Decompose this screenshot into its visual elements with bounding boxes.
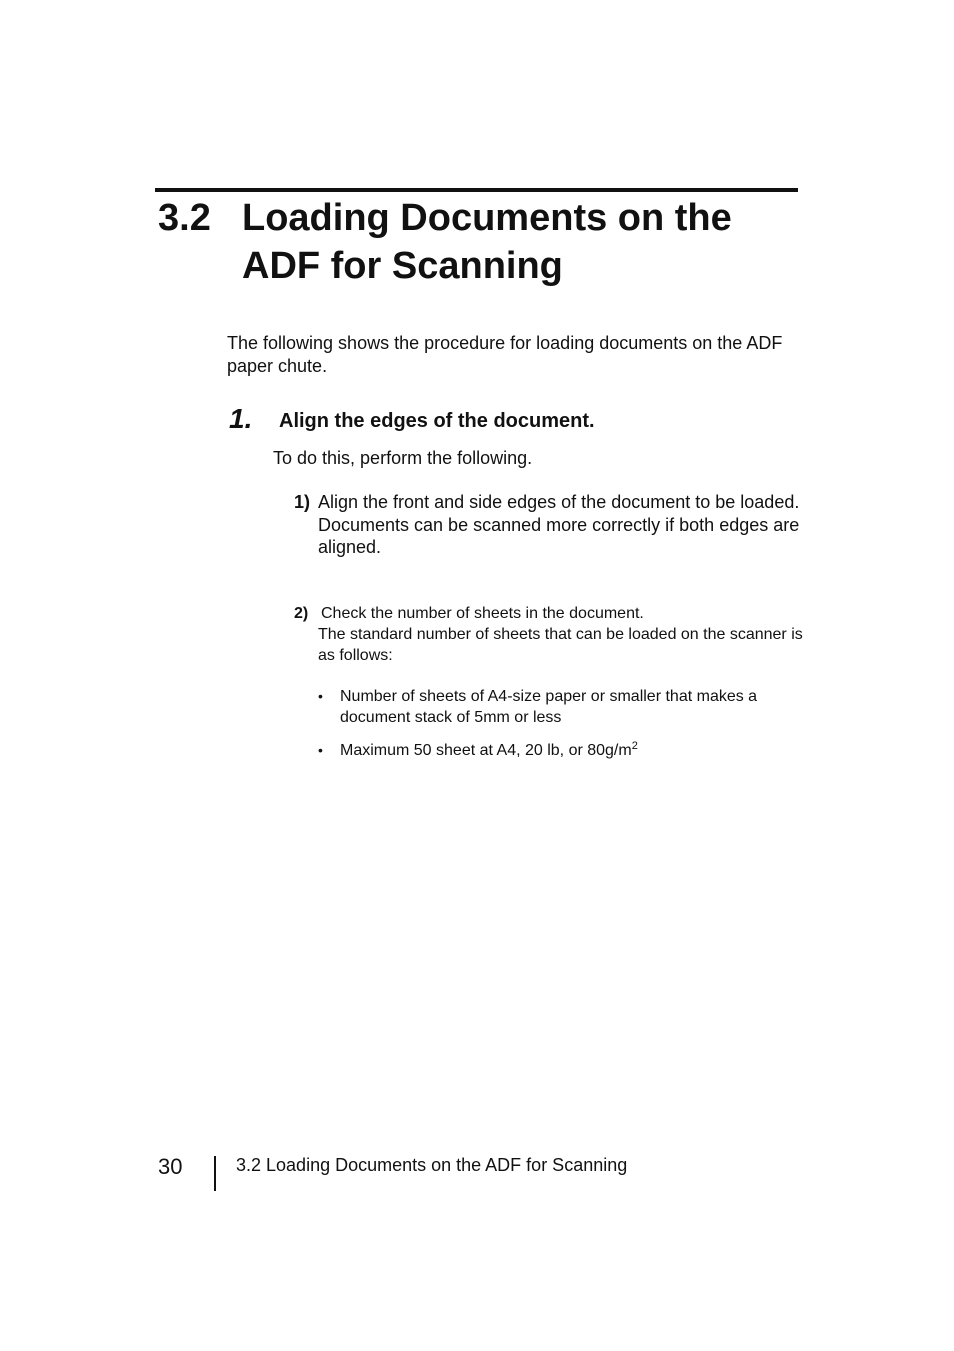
- step-number: 1.: [229, 403, 253, 434]
- list-item: [318, 740, 798, 761]
- bullet-dot-icon: •: [318, 688, 323, 704]
- bullet-text-line: [340, 740, 798, 761]
- substep-2: [294, 603, 804, 666]
- bullet-text: Number of sheets of A4-size paper or smaller that makes a document stack of 5mm or less: [340, 688, 758, 726]
- bullet-text: Maximum 50 sheet at A4, 20 lb, or 80g/m: [340, 742, 632, 759]
- substep-2-number: 2): [294, 605, 309, 622]
- step-description: To do this, perform the following.: [273, 448, 533, 468]
- section-number: 3.2: [158, 197, 211, 239]
- substep-1-number: 1): [294, 492, 311, 512]
- substep-1: [294, 491, 804, 559]
- footer-divider: [214, 1156, 216, 1191]
- substep-2-note: The standard number of sheets that can be loaded on the scanner is as follows:: [318, 626, 803, 664]
- list-item: [318, 686, 798, 728]
- intro-paragraph: The following shows the procedure for loading documents on the ADF paper chute.: [227, 333, 783, 376]
- substep-1-text: Align the front and side edges of the document to be loaded.: [318, 492, 800, 512]
- bullet-dot-icon: •: [318, 742, 323, 758]
- section-rule: [155, 188, 798, 192]
- section-title: Loading Documents on the ADF for Scanning: [242, 197, 732, 287]
- step-title: Align the edges of the document.: [279, 410, 595, 432]
- page-number: 30: [158, 1154, 183, 1179]
- superscript: 2: [631, 740, 638, 752]
- substep-1-note: Documents can be scanned more correctly if both edges are aligned.: [318, 514, 800, 557]
- substep-2-text: Check the number of sheets in the document.: [321, 605, 644, 622]
- running-title: 3.2 Loading Documents on the ADF for Scanning: [236, 1155, 628, 1175]
